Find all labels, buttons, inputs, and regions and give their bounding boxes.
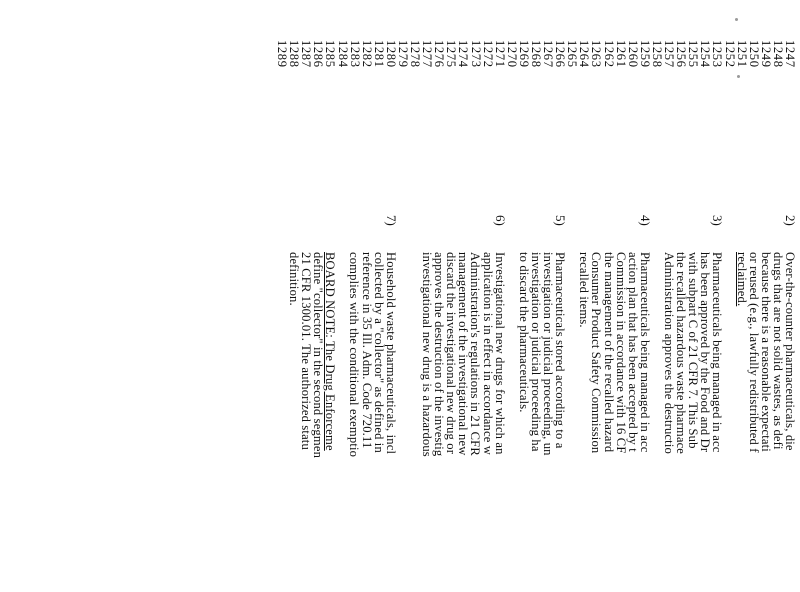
line-number: 1254 [698, 40, 713, 68]
line-number: 1271 [492, 40, 507, 68]
paragraph-line: collected by a "collector" as defined in [371, 252, 386, 453]
paragraph-line: Over-the-counter pharmaceuticals, die [783, 252, 797, 451]
paragraph-line: investigational new drug is a hazardous [420, 252, 435, 457]
item-number: 6) [492, 215, 508, 226]
board-note [288, 252, 336, 592]
line-number: 1285 [323, 40, 338, 68]
board-note-line: 21 CFR 1300.01. The authorized statu [299, 252, 314, 450]
paragraph-line: Pharmaceuticals being managed in acc [710, 252, 725, 453]
line-number: 1266 [553, 40, 568, 68]
paragraph-line: application is in effect in accordance w [480, 252, 495, 455]
line-number: 1275 [444, 40, 459, 68]
line-number: 1252 [722, 40, 737, 68]
line-number: 1256 [674, 40, 689, 68]
line-number: 1278 [408, 40, 423, 68]
item-number: 2) [783, 215, 798, 226]
paragraph-line: because there is a reasonable expectati [758, 252, 773, 452]
paragraph-line: complies with the conditional exemptio [347, 252, 362, 458]
paragraph-line: or reused (e.g., lawfully redistributed f [746, 252, 761, 453]
item-number: 7) [383, 215, 399, 226]
paragraph-line: has been approved by the Food and Dr [698, 252, 713, 453]
paragraph-line: Pharmaceuticals being managed in acc [637, 252, 652, 453]
line-number: 1247 [783, 40, 797, 68]
scan-speck [735, 18, 738, 21]
paragraph-line: Consumer Product Safety Commission [589, 252, 604, 454]
line-number: 1269 [516, 40, 531, 68]
item-number: 3) [710, 215, 726, 226]
item-number: 5) [553, 215, 569, 226]
board-note-line: define "collector" in the second segmen [311, 252, 326, 459]
paragraph-line: Pharmaceuticals stored according to a [553, 252, 568, 449]
board-note-line: definition. [286, 252, 301, 306]
line-number: 1253 [710, 40, 725, 68]
line-number: 1279 [396, 40, 410, 68]
line-number-column [276, 40, 796, 96]
paragraph-line: investigation or judicial proceeding, un [541, 252, 556, 456]
line-number: 1258 [649, 40, 664, 68]
paragraph-line: drugs that are not solid wastes, as defi [770, 252, 785, 450]
line-number: 1287 [299, 40, 314, 68]
item-number: 4) [637, 215, 653, 226]
item-paragraph [578, 252, 651, 592]
line-number: 1268 [529, 40, 544, 68]
line-number: 1282 [359, 40, 374, 68]
line-number: 1289 [275, 40, 290, 68]
line-number: 1263 [589, 40, 604, 68]
paragraph-line: Administration's regulations in 21 CFR [468, 252, 483, 456]
item-paragraph [348, 252, 396, 592]
paragraph-line: to discard the pharmaceuticals. [516, 252, 531, 413]
line-number: 1249 [758, 40, 773, 68]
line-number: 1265 [565, 40, 580, 68]
line-number: 1260 [625, 40, 640, 68]
paragraph-line: reference in 35 Ill. Adm. Code 720.11 [359, 252, 374, 449]
item-paragraph [518, 252, 566, 592]
line-number: 1267 [541, 40, 556, 68]
item-paragraph [663, 252, 723, 592]
line-number: 1259 [637, 40, 652, 68]
line-number: 1277 [420, 40, 435, 68]
line-number: 1261 [613, 40, 628, 68]
line-number: 1273 [468, 40, 483, 68]
paragraph-line: Investigational new drugs for which an [492, 252, 507, 455]
paragraph-line: investigation or judicial proceeding ha [528, 252, 543, 452]
paragraph-line: the recalled hazardous waste pharmace [674, 252, 689, 455]
line-number: 1264 [577, 40, 592, 68]
paragraph-line: Administration approves the destructio [662, 252, 677, 454]
line-number: 1286 [311, 40, 326, 68]
line-number: 1274 [456, 40, 471, 68]
paragraph-line: with subpart C of 21 CFR 7. This Sub [686, 252, 701, 449]
line-number: 1262 [601, 40, 616, 68]
line-number: 1284 [335, 40, 350, 68]
paragraph-line: management of the investigational new [456, 252, 471, 456]
line-number: 1283 [347, 40, 362, 68]
paragraph-line: Commission in accordance with 16 CF [613, 252, 628, 454]
paragraph-line: reclaimed. [734, 252, 749, 307]
line-number: 1255 [686, 40, 701, 68]
board-note-line: BOARD NOTE: The Drug Enforceme [323, 252, 338, 451]
line-number: 1272 [480, 40, 495, 68]
item-paragraph [421, 252, 506, 592]
paragraph-line: action plan that has been accepted by t [625, 252, 640, 452]
line-number: 1250 [746, 40, 761, 68]
line-number: 1280 [383, 40, 398, 68]
paragraph-line: recalled items. [577, 252, 592, 328]
line-number: 1248 [770, 40, 785, 68]
line-number: 1288 [287, 40, 302, 68]
line-number: 1281 [371, 40, 386, 68]
line-number: 1251 [734, 40, 749, 68]
line-number: 1276 [432, 40, 447, 68]
item-paragraph [736, 252, 796, 592]
paragraph-line: discard the investigational new drug or [444, 252, 459, 455]
line-number: 1270 [504, 40, 519, 68]
line-number: 1257 [662, 40, 677, 68]
paragraph-line: the management of the recalled hazard [601, 252, 616, 453]
paragraph-line: Household waste pharmaceuticals, incl [383, 252, 398, 455]
paragraph-line: approves the destruction of the investig [432, 252, 447, 457]
